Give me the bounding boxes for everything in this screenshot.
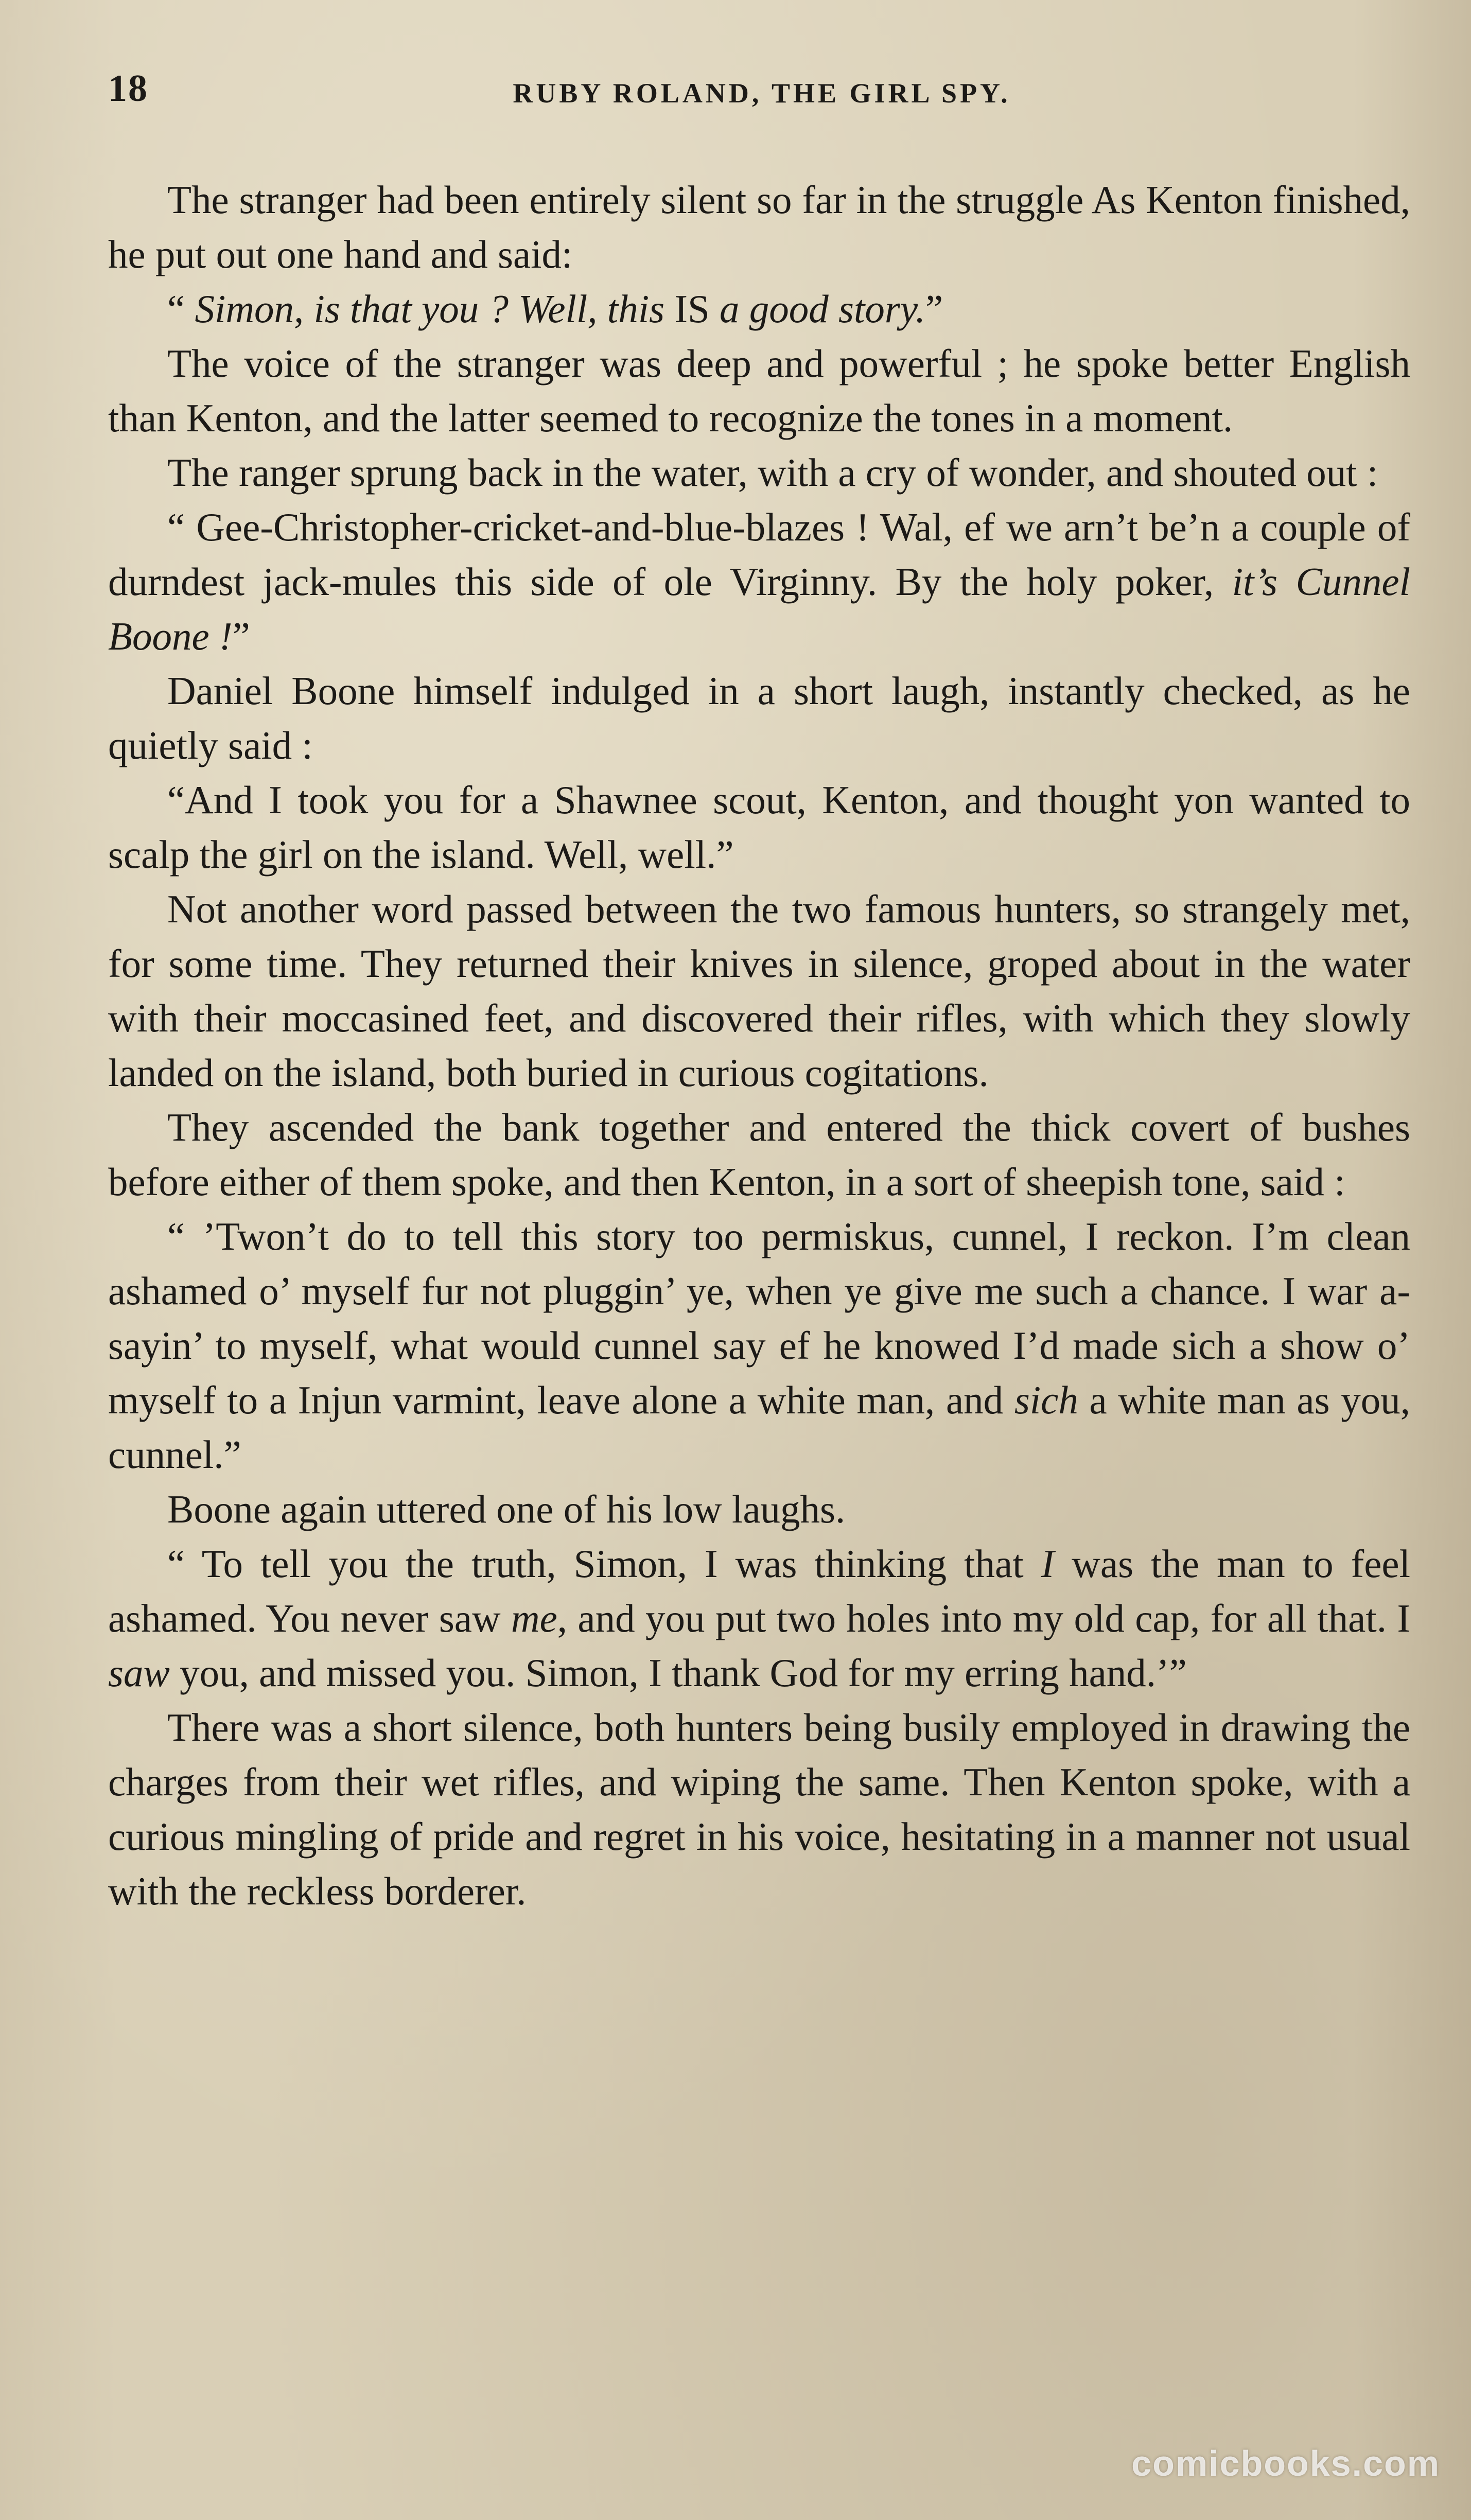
- paragraph: [108, 172, 1410, 282]
- italic-run: I: [1041, 1542, 1055, 1586]
- text-run: , and you put two holes into my old cap, for all that. I: [557, 1596, 1410, 1640]
- paragraph: [108, 773, 1410, 882]
- text-run: “ To tell you the truth, Simon, I was thinking that: [167, 1542, 1041, 1586]
- page-header: [108, 62, 1415, 124]
- text-run: a white man as you, cunnel.”: [108, 1378, 1410, 1477]
- italic-run: saw: [108, 1651, 170, 1695]
- italic-run: me: [511, 1596, 557, 1640]
- text-run: Daniel Boone himself indulged in a short laugh, instantly checked, as he quietly said :: [108, 669, 1410, 767]
- text-run: There was a short silence, both hunters being busily employed in drawing the charges from their wet rifles, and wiping the same. Then Kenton spoke, with a curious mingling of pride and regret in his voice, hesitating in a manner not usual with the reckless borderer.: [108, 1705, 1410, 1913]
- paragraph: [108, 882, 1410, 1100]
- page-number: 18: [108, 67, 148, 110]
- paragraph: [108, 1536, 1410, 1700]
- italic-run: sich: [1014, 1378, 1078, 1422]
- text-run: The voice of the stranger was deep and powerful ; he spoke better English than Kenton, and the latter seemed to recognize the tones in a moment.: [108, 341, 1410, 440]
- paragraph: [108, 1700, 1410, 1918]
- body-text: [108, 172, 1410, 1918]
- text-run: ”: [925, 287, 943, 331]
- text-run: The ranger sprung back in the water, with a cry of wonder, and shouted out :: [167, 450, 1378, 495]
- paragraph: [108, 1100, 1410, 1209]
- paragraph: [108, 282, 1410, 336]
- text-run: “: [167, 287, 195, 331]
- paragraph: [108, 1209, 1410, 1482]
- paragraph: [108, 663, 1410, 773]
- text-run: The stranger had been entirely silent so far in the struggle As Kenton finished, he put out one hand and said:: [108, 178, 1410, 276]
- text-run: “ ’Twon’t do to tell this story too permiskus, cunnel, I reckon. I’m clean ashamed o’ myself fur not pluggin’ ye, when ye give me such a chance. I war a-sayin’ to myself, what would cunnel say ef he knowed I’d made sich a show o’ myself to a Injun varmint, leave alone a white man, and: [108, 1214, 1410, 1422]
- paragraph: [108, 445, 1410, 500]
- italic-run: it’s Cunnel Boone !: [108, 559, 1411, 658]
- text-run: [509, 287, 518, 331]
- text-run: “ Gee-Christopher-cricket-and-blue-blazes ! Wal, ef we arn’t be’n a couple of durndest jack-mules this side of ole Virginny. By the holy poker,: [108, 505, 1410, 604]
- italic-run: a good story.: [720, 287, 926, 331]
- text-run: “And I took you for a Shawnee scout, Kenton, and thought yon wanted to scalp the girl on the island. Well, well.”: [108, 778, 1410, 877]
- italic-run: Simon, is that you ?: [195, 287, 509, 331]
- paragraph: [108, 500, 1410, 663]
- paragraph: [108, 1482, 1410, 1536]
- running-title: RUBY ROLAND, THE GIRL SPY.: [513, 78, 1011, 109]
- text-run: Boone again uttered one of his low laughs.: [167, 1487, 846, 1531]
- text-run: was the man to feel ashamed. You never saw: [108, 1542, 1411, 1640]
- text-run: you, and missed you. Simon, I thank God for my erring hand.’”: [169, 1651, 1187, 1695]
- text-run: They ascended the bank together and entered the thick covert of bushes before either of them spoke, and then Kenton, in a sort of sheepish tone, said :: [108, 1105, 1410, 1204]
- text-run: IS: [664, 287, 720, 331]
- watermark: comicbooks.com: [1131, 2443, 1440, 2483]
- paragraph: [108, 336, 1410, 445]
- text-run: ”: [232, 614, 250, 658]
- text-run: Not another word passed between the two famous hunters, so strangely met, for some time. They returned their knives in silence, groped about in the water with their moccasined feet, and discovered their rifles, with which they slowly landed on the island, both buried in curious cogitations.: [108, 887, 1410, 1095]
- italic-run: Well, this: [518, 287, 665, 331]
